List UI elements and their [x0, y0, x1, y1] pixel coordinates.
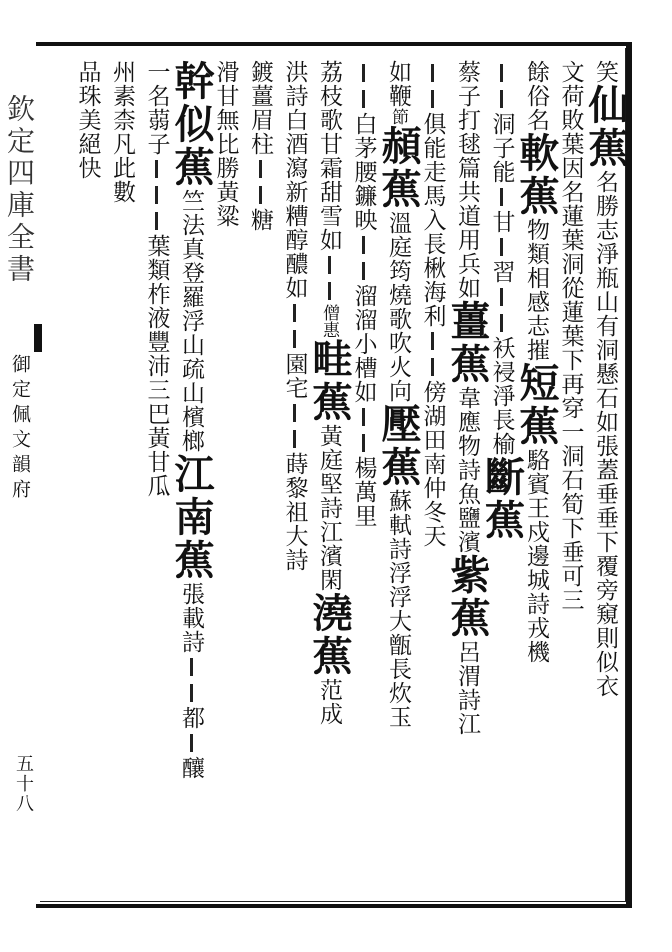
repeat-mark — [500, 188, 503, 206]
text-segment: 笑 — [592, 60, 618, 84]
repeat-mark — [431, 90, 434, 108]
headword: 澆蕉 — [306, 592, 353, 678]
book-title: 御定佩文韻府 — [9, 354, 31, 504]
text-column — [168, 60, 215, 906]
text-segment: 子能 — [488, 136, 515, 184]
repeat-mark — [293, 304, 296, 322]
repeat-mark — [155, 160, 158, 178]
text-segment: 如鞭 — [385, 60, 411, 108]
repeat-mark — [155, 212, 158, 230]
repeat-mark — [500, 238, 503, 256]
repeat-mark — [259, 160, 262, 178]
text-column — [375, 60, 422, 906]
repeat-mark — [431, 64, 434, 82]
page-number: 五十八 — [13, 754, 34, 814]
text-segment: 竺法真登羅浮山疏山檳榔 — [178, 189, 204, 453]
text-segment: 一名蒻子 — [143, 60, 170, 156]
headword: 短蕉 — [513, 362, 560, 448]
text-segment: 甘 — [488, 210, 515, 234]
headword: 頳蕉 — [375, 125, 422, 211]
text-segment: 荔枝歌甘霜甜雪如 — [316, 60, 342, 252]
text-segment: 袄祲淨長榆 — [488, 336, 515, 456]
repeat-mark — [293, 330, 296, 348]
repeat-mark — [362, 262, 365, 280]
repeat-mark — [190, 684, 193, 702]
text-segment: 蒔黎祖 — [281, 452, 308, 524]
headword: 似蕉 — [168, 103, 215, 189]
text-segment: 駱賓王戍邊城詩戎機 — [523, 448, 549, 664]
headword: 薑蕉 — [444, 300, 491, 386]
text-segment: 摧 — [523, 338, 549, 362]
headword: 紫蕉 — [444, 554, 491, 640]
text-column — [137, 60, 175, 906]
text-column — [68, 60, 106, 906]
text-segment: 俱能走馬入長楸 — [419, 112, 446, 280]
text-segment: 品珠美絕快 — [74, 60, 101, 180]
text-segment: 名勝志淨瓶山有洞懸石如張蓋垂垂下覆旁窺則似衣 — [592, 170, 618, 698]
text-segment: 鍍薑眉柱 — [247, 60, 273, 156]
text-segment: 韋應物詩魚鹽濱 — [454, 386, 480, 554]
text-segment: 大詩 — [281, 524, 308, 572]
repeat-mark — [190, 658, 193, 676]
text-segment: 液豐沛三巴黃甘瓜 — [143, 306, 170, 498]
repeat-mark — [362, 434, 365, 452]
text-segment: 南仲冬天 — [419, 452, 446, 548]
text-segment: 呂渭詩江 — [454, 640, 480, 736]
text-segment: 糖 — [247, 208, 273, 232]
text-segment: 蔡子打毬篇共道用兵如 — [454, 60, 480, 300]
repeat-mark — [155, 186, 158, 204]
repeat-mark — [328, 256, 331, 274]
margin-strip — [0, 42, 40, 908]
text-segment: 滑甘無比勝黃粱 — [212, 60, 239, 228]
text-segment: 洞 — [488, 112, 515, 136]
text-segment: 餘俗名 — [523, 60, 549, 132]
headword: 壓蕉 — [375, 403, 422, 489]
text-column — [444, 60, 491, 906]
text-segment: 都 — [178, 706, 204, 730]
repeat-mark — [259, 186, 262, 204]
text-segment: 楊萬里 — [350, 456, 377, 528]
text-segment: 傍湖田 — [419, 380, 446, 452]
repeat-mark — [293, 430, 296, 448]
text-segment: 葉類柞 — [143, 234, 170, 306]
repeat-mark — [431, 332, 434, 350]
text-segment: 海利 — [419, 280, 446, 328]
repeat-mark — [500, 314, 503, 332]
headword: 畦蕉 — [306, 338, 353, 424]
repeat-mark — [362, 90, 365, 108]
text-segment: 溜溜小槽如 — [350, 284, 377, 404]
text-column — [306, 60, 353, 906]
repeat-mark — [500, 90, 503, 108]
text-column — [582, 60, 629, 906]
text-column — [102, 60, 140, 906]
text-column — [275, 60, 313, 906]
text-segment: 習 — [488, 260, 515, 284]
text-segment: 黃庭堅詩江濱閑 — [316, 424, 342, 592]
text-segment: 州素柰凡此數 — [109, 60, 135, 204]
headword: 斷蕉 — [478, 456, 526, 542]
repeat-mark — [362, 408, 365, 426]
repeat-mark — [431, 358, 434, 376]
text-segment: 文 — [557, 60, 584, 84]
text-segment: 園宅 — [281, 352, 308, 400]
text-segment: 釀 — [178, 756, 204, 780]
repeat-mark — [328, 282, 331, 300]
text-segment: 荷敗葉因名蓮葉洞從蓮葉下再穿一洞石筍下垂可三 — [557, 84, 584, 612]
repeat-mark — [362, 236, 365, 254]
text-column — [240, 60, 278, 906]
text-column — [478, 60, 526, 906]
text-column — [344, 60, 382, 906]
text-segment: 蘇軾詩浮浮大甑長炊玉 — [385, 489, 411, 729]
headword: 軟蕉 — [513, 132, 560, 218]
headword: 江南蕉 — [168, 453, 215, 582]
text-segment: 張載詩 — [178, 582, 204, 654]
text-segment: 白茅腰鐮映 — [350, 112, 377, 232]
text-segment: 溫庭筠燒歌吹火向 — [385, 211, 411, 403]
headword: 幹 — [168, 60, 215, 103]
text-segment: 物類相感志 — [523, 218, 549, 338]
fish-tail-mark — [34, 324, 42, 352]
text-segment: 洪詩白酒瀉新糟醇醲如 — [281, 60, 308, 300]
collection-title: 欽定四庫全書 — [3, 94, 36, 286]
annotation: 節 — [388, 108, 408, 125]
repeat-mark — [190, 734, 193, 752]
headword: 仙蕉 — [582, 84, 629, 170]
annotation: 僧惠 — [319, 304, 339, 338]
repeat-mark — [293, 404, 296, 422]
repeat-mark — [362, 64, 365, 82]
repeat-mark — [500, 288, 503, 306]
repeat-mark — [500, 64, 503, 82]
text-segment: 范成 — [316, 678, 342, 726]
